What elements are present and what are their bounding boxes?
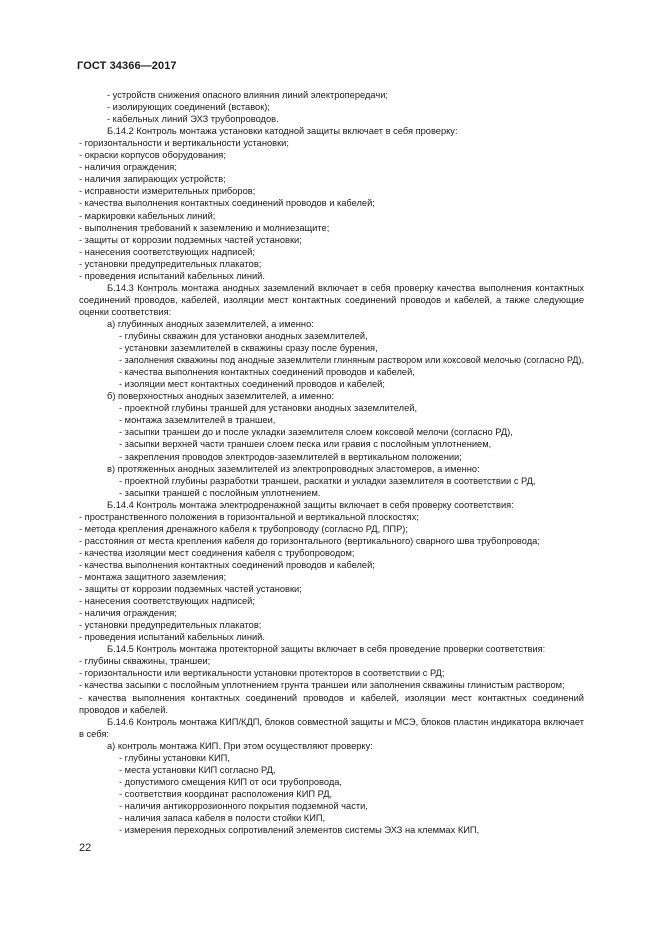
text-line: Б.14.3 Контроль монтажа анодных заземлений включает в себя проверку качества выполнения контактных bbox=[107, 282, 584, 293]
text-line: - устройств снижения опасного влияния линий электропередачи; bbox=[107, 90, 388, 100]
text-line: Б.14.6 Контроль монтажа КИП/КДП, блоков совместной защиты и МСЭ, блоков пластин индикатора включает bbox=[107, 716, 584, 727]
text-line: - наличия запаса кабеля в полости стойки КИП, bbox=[119, 813, 326, 823]
document-header: ГОСТ 34366—2017 bbox=[77, 60, 177, 72]
text-line: б) поверхностных анодных заземлителей, а именно: bbox=[107, 391, 335, 402]
text-line: - выполнения требований к заземлению и молниезащите; bbox=[79, 222, 330, 233]
text-line: - засыпки верхней части траншеи слоем песка или гравия с послойным уплотнением, bbox=[119, 439, 492, 450]
text-line: - глубины скважины, траншеи; bbox=[79, 656, 211, 667]
text-line: - изолирующих соединений (вставок); bbox=[107, 102, 270, 113]
text-line: - допустимого смещения КИП от оси трубопровода, bbox=[119, 776, 343, 787]
text-line: - метода крепления дренажного кабеля к трубопроводу (согласно РД, ППР); bbox=[79, 523, 408, 534]
text-line: оценки соответствия: bbox=[79, 306, 172, 317]
text-line: - глубины установки КИП, bbox=[119, 752, 230, 763]
text-line: - горизонтальности или вертикальности установки протекторов в соответствии с РД; bbox=[79, 668, 445, 679]
text-line: - соответствия координат расположения КИП РД, bbox=[119, 788, 333, 799]
text-line: - измерения переходных сопротивлений элементов системы ЭХЗ на клеммах КИП, bbox=[119, 825, 480, 836]
text-line: - нанесения соответствующих надписей; bbox=[79, 596, 255, 607]
text-line: - маркировки кабельных линий; bbox=[79, 210, 216, 221]
text-line: - изоляции мест контактных соединений проводов и кабелей; bbox=[119, 379, 385, 390]
text-line: - качества выполнения контактных соединений проводов и кабелей, изоляции мест контактных соединений bbox=[79, 692, 584, 703]
text-line: - наличия антикоррозионного покрытия подземной части, bbox=[119, 800, 368, 811]
text-line: - проведения испытаний кабельных линий. bbox=[79, 270, 265, 281]
text-line: соединений проводов, кабелей, изоляции мест контактных соединений проводов и кабелей, а также следующие bbox=[79, 294, 584, 305]
text-line: - закрепления проводов электродов-заземлителей в вертикальном положении; bbox=[119, 451, 462, 462]
text-line: - качества изоляции мест соединения кабеля с трубопроводом; bbox=[79, 547, 355, 558]
text-line: - нанесения соответствующих надписей; bbox=[79, 246, 255, 257]
text-line: - наличия ограждения; bbox=[79, 608, 177, 619]
text-line: - заполнения скважины под анодные заземлители глиняным раствором или коксовой мелочью (согласно РД), bbox=[119, 355, 584, 366]
text-line: - наличия запирающих устройств; bbox=[79, 174, 226, 185]
text-line: - установки заземлителей в скважины сразу после бурения, bbox=[119, 343, 378, 354]
text-line: - засыпки траншей с послойным уплотнением. bbox=[119, 487, 321, 498]
text-line: - окраски корпусов оборудования; bbox=[79, 150, 226, 161]
text-line: - наличия ограждения; bbox=[79, 162, 177, 173]
text-line: - места установки КИП согласно РД, bbox=[119, 764, 276, 775]
text-line: - проектной глубины траншей для установки анодных заземлителей, bbox=[119, 403, 418, 414]
text-line: - качества выполнения контактных соединений проводов и кабелей; bbox=[79, 559, 375, 570]
text-line: - установки предупредительных плакатов; bbox=[79, 620, 262, 631]
text-line: а) глубинных анодных заземлителей, а именно: bbox=[107, 318, 314, 329]
text-line: - кабельных линий ЭХЗ трубопроводов. bbox=[107, 114, 279, 125]
text-line: в) протяженных анодных заземлителей из электропроводных эластомеров, а именно: bbox=[107, 463, 480, 474]
text-line: - исправности измерительных приборов; bbox=[79, 186, 256, 197]
text-line: - горизонтальности и вертикальности установки; bbox=[79, 138, 289, 149]
text-line: а) контроль монтажа КИП. При этом осуществляют проверку: bbox=[107, 740, 373, 751]
text-line: Б.14.5 Контроль монтажа протекторной защиты включает в себя проведение проверки соответствия: bbox=[107, 644, 546, 655]
text-line: - проектной глубины разработки траншеи, раскатки и укладки заземлителя в соответствии с РД, bbox=[119, 475, 536, 486]
text-line: - монтажа заземлителей в траншеи, bbox=[119, 415, 276, 426]
text-line: - засыпки траншеи до и после укладки заземлителя слоем коксовой мелочи (согласно РД), bbox=[119, 427, 513, 438]
text-line: - расстояния от места крепления кабеля до горизонтального (вертикального) сварного шва трубопровода; bbox=[79, 535, 540, 546]
text-line: - качества выполнения контактных соединений проводов и кабелей, bbox=[119, 367, 415, 378]
text-line: - защиты от коррозии подземных частей установки; bbox=[79, 234, 302, 245]
text-line: - проведения испытаний кабельных линий. bbox=[79, 632, 265, 643]
text-line: проводов и кабелей. bbox=[79, 704, 168, 715]
page-number: 22 bbox=[79, 842, 92, 854]
text-line: в себя: bbox=[79, 728, 109, 739]
text-line: - защиты от коррозии подземных частей установки; bbox=[79, 584, 302, 595]
text-line: - качества засыпки с послойным уплотнением грунта траншеи или заполнения скважины глинистым раствором; bbox=[79, 680, 565, 691]
text-line: - монтажа защитного заземления; bbox=[79, 572, 227, 582]
text-line: Б.14.4 Контроль монтажа электродренажной защиты включает в себя проверку соответствия: bbox=[107, 499, 514, 510]
text-line: Б.14.2 Контроль монтажа установки катодной защиты включает в себя проверку: bbox=[107, 126, 458, 137]
text-line: - пространственного положения в горизонтальной и вертикальной плоскостях; bbox=[79, 511, 419, 522]
text-line: - установки предупредительных плакатов; bbox=[79, 258, 262, 269]
text-line: - качества выполнения контактных соединений проводов и кабелей; bbox=[79, 198, 375, 209]
text-line: - глубины скважин для установки анодных заземлителей, bbox=[119, 331, 368, 341]
